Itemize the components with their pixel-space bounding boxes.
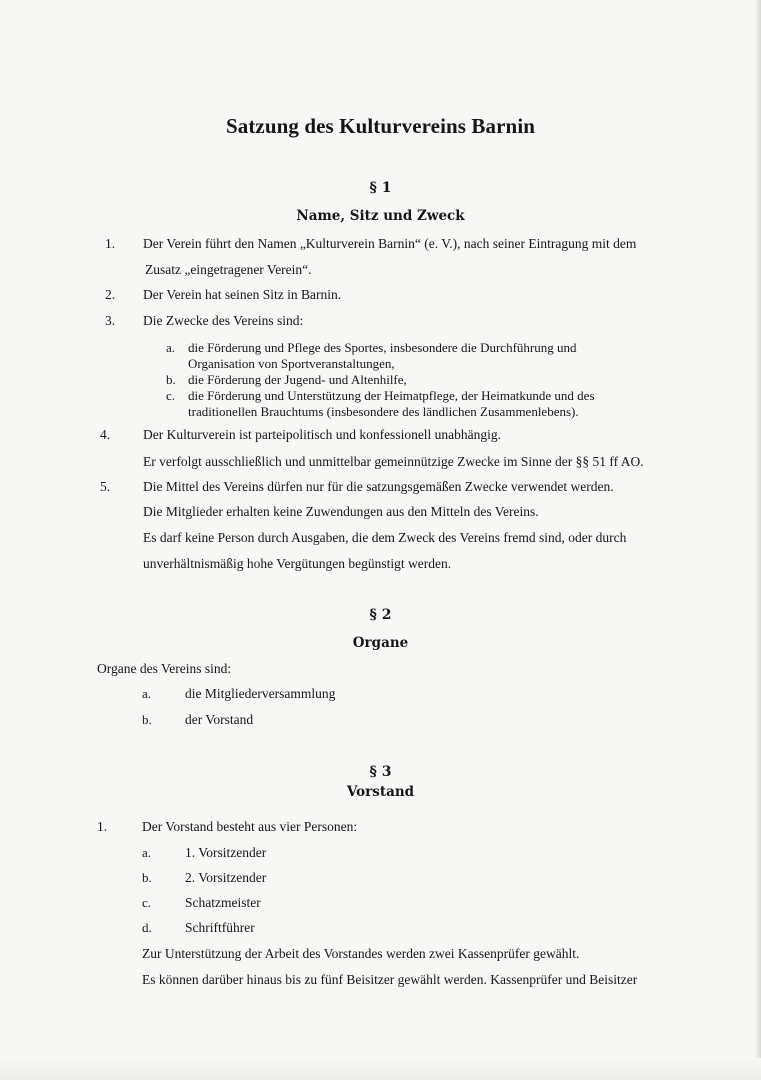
sub-item-text: die Förderung der Jugend- und Altenhilfe, xyxy=(188,372,407,387)
sub-item-label: d. xyxy=(142,920,152,935)
sub-item-text: die Mitgliederversammlung xyxy=(185,686,336,701)
item-text: Die Mitglieder erhalten keine Zuwendungen aus den Mitteln des Vereins. xyxy=(143,504,539,519)
item-text: Zur Unterstützung der Arbeit des Vorstandes werden zwei Kassenprüfer gewählt. xyxy=(142,946,580,961)
item-number: 1. xyxy=(97,819,108,834)
sub-item-label: b. xyxy=(166,372,176,387)
section-3-number: § 3 xyxy=(369,764,392,780)
item-text: unverhältnismäßig hohe Vergütungen begünstigt werden. xyxy=(143,556,452,571)
item-text: Es darf keine Person durch Ausgaben, die dem Zweck des Vereins fremd sind, oder durch xyxy=(143,530,627,545)
item-text: Die Mittel des Vereins dürfen nur für die satzungsgemäßen Zwecke verwendet werden. xyxy=(143,479,614,494)
sub-item-label: c. xyxy=(166,388,176,403)
sub-item-label: a. xyxy=(142,845,152,860)
item-text: Die Zwecke des Vereins sind: xyxy=(143,313,304,328)
sub-item-label: b. xyxy=(142,712,152,727)
sub-item-label: a. xyxy=(166,340,176,355)
sub-item-text: Schatzmeister xyxy=(185,895,261,910)
sub-item-label: c. xyxy=(142,895,152,910)
sub-item-text: die Förderung und Unterstützung der Heimatpflege, der Heimatkunde und des traditionellen Brauchtums (insbesondere des ländlichen Zusammenlebens). xyxy=(188,388,595,419)
sub-item-text: 1. Vorsitzender xyxy=(185,845,267,860)
section-2-heading: Organe xyxy=(352,635,409,651)
sub-item-text: Schriftführer xyxy=(185,920,255,935)
sub-item-text: die Förderung und Pflege des Sportes, insbesondere die Durchführung und Organisation von Sportveranstaltungen, xyxy=(188,340,577,371)
section-1-number: § 1 xyxy=(369,180,392,196)
sub-item-text: der Vorstand xyxy=(185,712,254,727)
item-text: Der Verein hat seinen Sitz in Barnin. xyxy=(143,287,342,302)
page-bottom-edge xyxy=(0,1058,761,1080)
page-edge xyxy=(755,0,761,1080)
item-text: Er verfolgt ausschließlich und unmittelbar gemeinnützige Zwecke im Sinne der §§ 51 ff AO. xyxy=(143,454,644,469)
item-number: 3. xyxy=(105,313,116,328)
sub-item-label: b. xyxy=(142,870,152,885)
sub-item-label: a. xyxy=(142,686,152,701)
item-text: Es können darüber hinaus bis zu fünf Beisitzer gewählt werden. Kassenprüfer und Beisitzer xyxy=(142,972,638,987)
item-number: 1. xyxy=(105,236,116,251)
item-number: 2. xyxy=(105,287,116,302)
item-number: 4. xyxy=(100,427,111,442)
section-3-heading: Vorstand xyxy=(346,784,415,800)
item-text: Der Vorstand besteht aus vier Personen: xyxy=(142,819,358,834)
section-2-number: § 2 xyxy=(369,607,392,623)
section-intro: Organe des Vereins sind: xyxy=(97,661,232,676)
section-1-heading: Name, Sitz und Zweck xyxy=(296,208,465,224)
item-text: Zusatz „eingetragener Verein“. xyxy=(145,262,312,277)
document-title: Satzung des Kulturvereins Barnin xyxy=(225,114,536,138)
sub-item-text: 2. Vorsitzender xyxy=(185,870,267,885)
item-text: Der Kulturverein ist parteipolitisch und konfessionell unabhängig. xyxy=(143,427,502,442)
item-text: Der Verein führt den Namen „Kulturverein Barnin“ (e. V.), nach seiner Eintragung mit dem xyxy=(143,236,637,251)
item-number: 5. xyxy=(100,479,111,494)
